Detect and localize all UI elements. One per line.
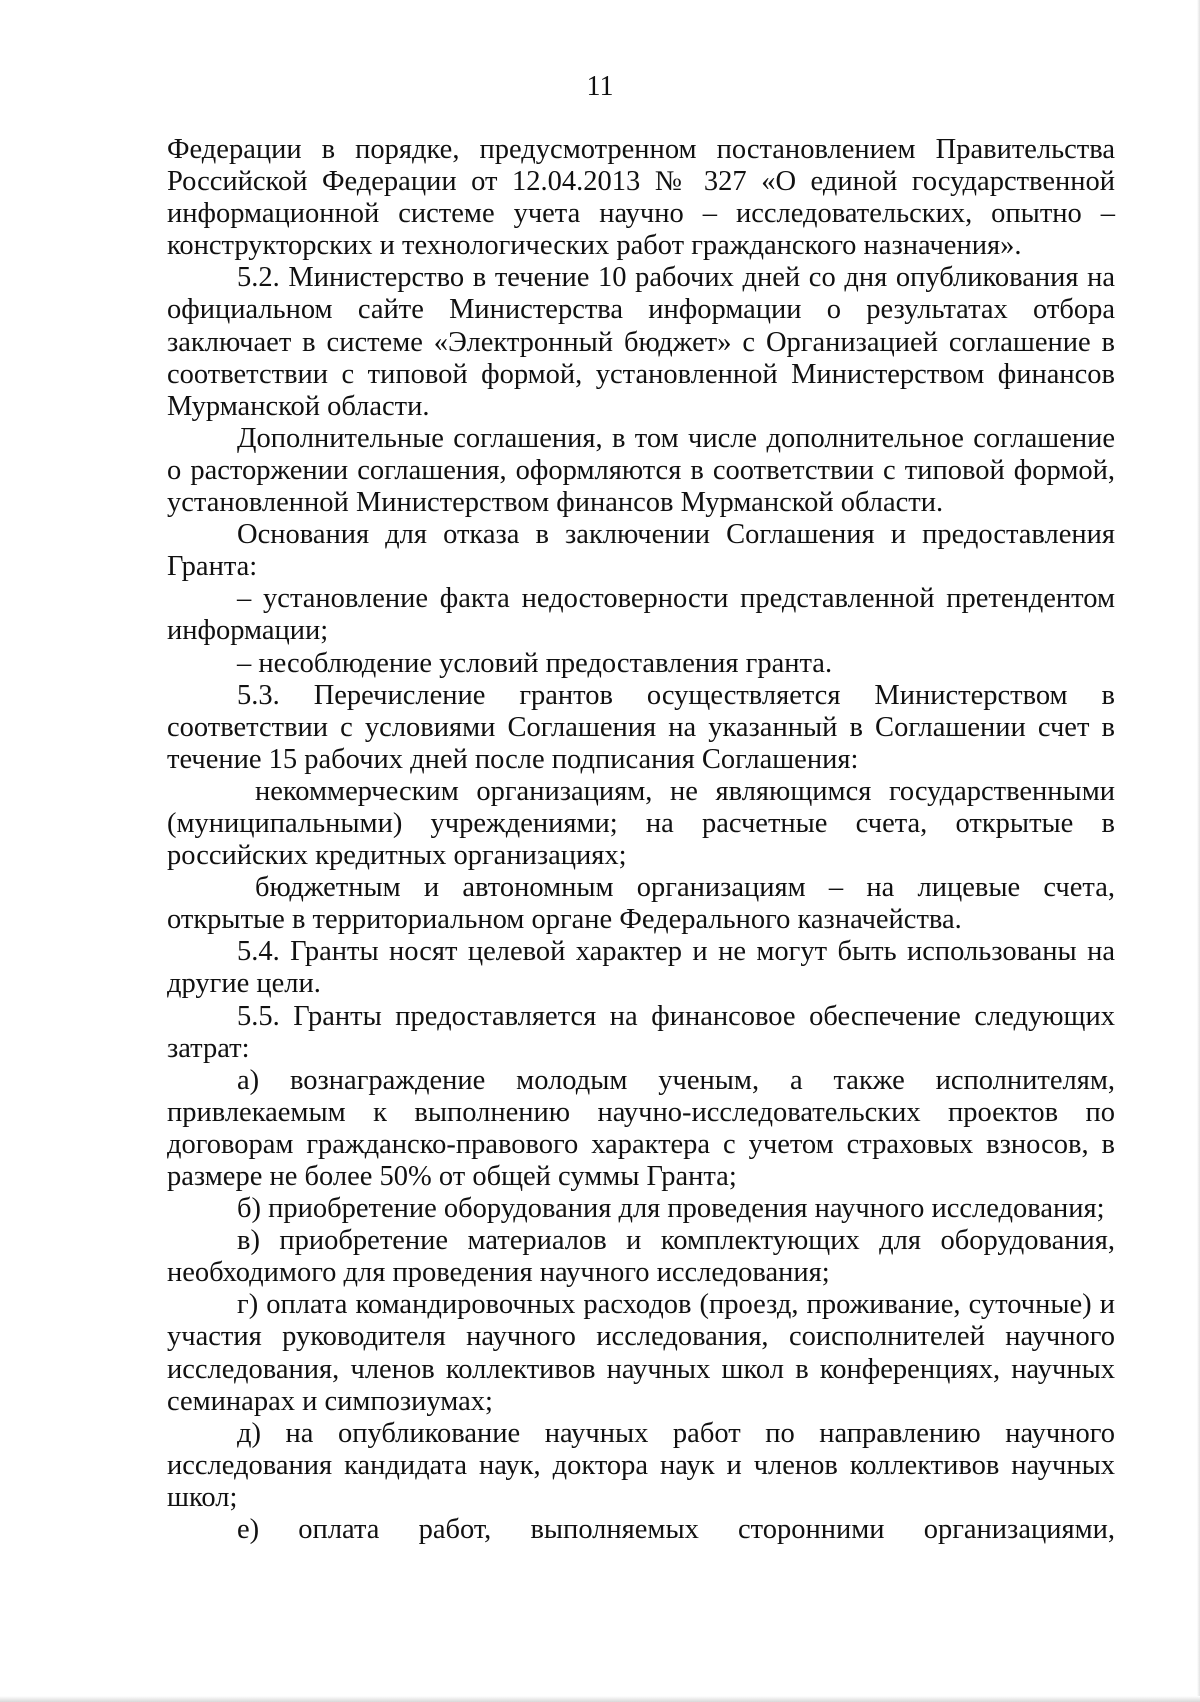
paragraph-refusal-grounds: Основания для отказа в заключении Соглашения и предоставления Гранта: [167,519,1115,583]
paragraph-continuation: Федерации в порядке, предусмотренном постановлением Правительства Российской Федерации от 12.04.2013 № 327 «О единой государственной информационной системе учета научно – исследовательских, опытно – конструкторских и технологических работ гражданского назначения». [167,134,1115,262]
list-item-e: е) оплата работ, выполняемых сторонними организациями, [237,1514,1115,1546]
list-item-b: б) приобретение оборудования для проведения научного исследования; [237,1193,1105,1225]
list-item-v: в) приобретение материалов и комплектующих для оборудования, необходимого для проведения научного исследования; [167,1225,1115,1289]
paragraph-clause-5-4: 5.4. Гранты носят целевой характер и не могут быть использованы на другие цели. [167,936,1115,1000]
list-item-unreliable-info: – установление факта недостоверности представленной претендентом информации; [167,583,1115,647]
list-item-d: д) на опубликование научных работ по направлению научного исследования кандидата наук, доктора наук и членов коллективов научных школ; [167,1417,1115,1513]
list-item-noncompliance: – несоблюдение условий предоставления гранта. [237,647,833,679]
paragraph-clause-5-5: 5.5. Гранты предоставляется на финансовое обеспечение следующих затрат: [167,1000,1115,1064]
paragraph-clause-5-2: 5.2. Министерство в течение 10 рабочих дней со дня опубликования на официальном сайте Министерства информации о результатах отбора заключает в системе «Электронный бюджет» с Организацией соглашение в соответствии с типовой формой, установленной Министерством финансов Мурманской области. [167,262,1115,422]
scan-edge-bottom [0,1696,1200,1702]
list-item-a: а) вознаграждение молодым ученым, а также исполнителям, привлекаемым к выполнению научно-исследовательских проектов по договорам гражданско-правового характера с учетом страховых взносов, в размере не более 50% от общей суммы Гранта; [167,1064,1115,1192]
document-body [167,134,1115,1546]
paragraph-additional-agreements: Дополнительные соглашения, в том числе дополнительное соглашение о расторжении соглашения, оформляются в соответствии с типовой формой, установленной Министерством финансов Мурманской области. [167,422,1115,519]
list-item-noncommercial: некоммерческим организациям, не являющимся государственными (муниципальными) учреждениями; на расчетные счета, открытые в российских кредитных организациях; [167,775,1115,872]
list-item-budget-autonomous: бюджетным и автономным организациям – на лицевые счета, открытые в территориальном органе Федерального казначейства. [167,872,1115,936]
paragraph-clause-5-3: 5.3. Перечисление грантов осуществляется Министерством в соответствии с условиями Соглашения на указанный в Соглашении счет в течение 15 рабочих дней после подписания Соглашения: [167,679,1115,775]
page-number: 11 [586,71,614,102]
list-item-g: г) оплата командировочных расходов (проезд, проживание, суточные) и участия руководителя научного исследования, соисполнителей научного исследования, членов коллективов научных школ в конференциях, научных семинарах и симпозиумах; [167,1289,1115,1417]
